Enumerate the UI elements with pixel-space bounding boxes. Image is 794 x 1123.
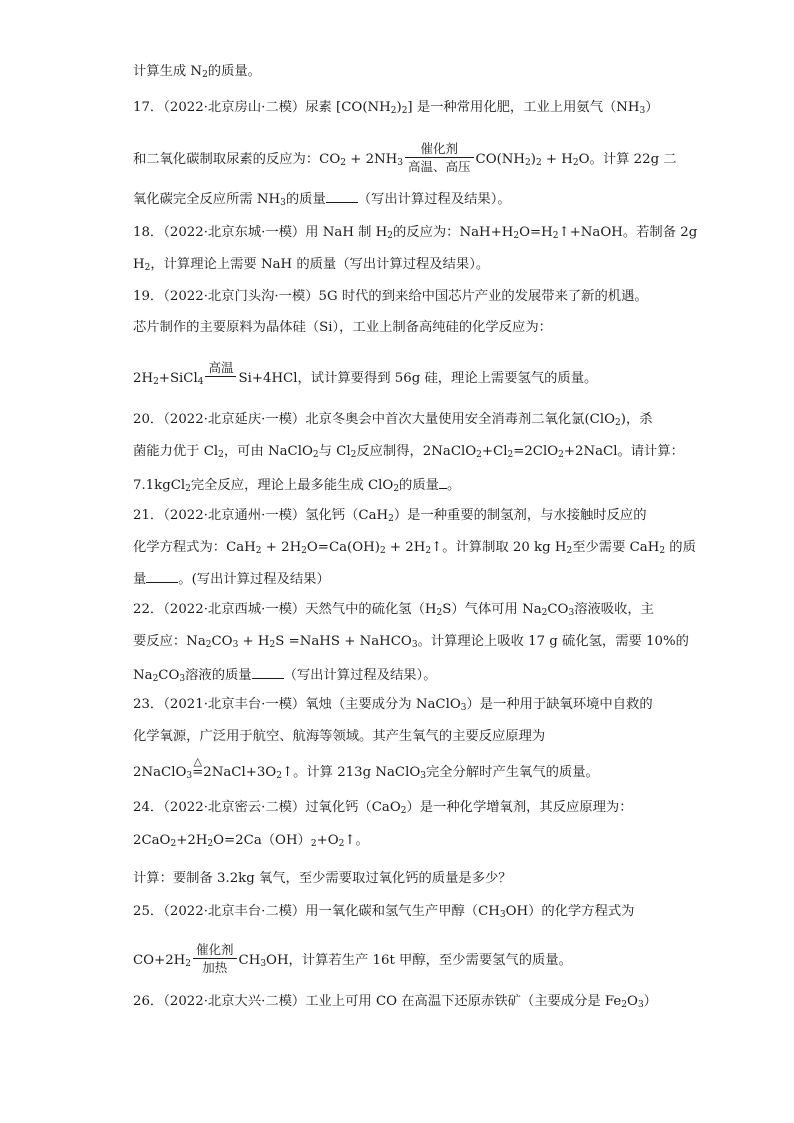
question-21-line-2: 化学方程式为：$CaH_2 + 2H_2O=Ca(OH)_2$ + $2H_2↑$。计算制取 20 kg $H_2$至少需要 CaH$_2$ 的质 [133, 540, 696, 556]
equation-urea: $CO_2 + 2NH_3$ $\frac{\text{催化剂}}{\text{高温、高压}}$ $CO(NH_2)_2 + H_2O$ [319, 141, 590, 174]
question-21-line-1: 21．（2022·北京通州·一模）氢化钙（CaH$_2$）是一种重要的制氢剂，与水接触时反应的 [133, 508, 647, 524]
question-17-line-2: 和二氧化碳制取尿素的反应为：$CO_2 + 2NH_3$ $\frac{\text{催化剂}}{\text{高温、高压}}$ $CO(NH_2)_2 + H_2O$。计算 22g 二 [133, 141, 677, 174]
question-19-line-3: $2H_2+SiCl_4$ 高温 Si+4HCl，试计算要得到 56g 硅，理论上需要氢气的质量。 [133, 362, 663, 395]
question-17-line-1: 17．（2022·北京房山·二模）尿素 $[CO(NH_2)_2]$ 是一种常用化肥，工业上用氨气$(NH_3)$ [133, 100, 659, 116]
question-22-line-2: 要反应：$Na_2CO_3 + H_2S$ =NaHS + NaHCO$_3$。计算理论上吸收 17 g 硫化氢，需要 10%的 [133, 634, 689, 650]
heating-condition: △ = [192, 755, 204, 780]
equation-silicon: $2H_2+SiCl_4$ 高温 Si+4HCl [133, 371, 297, 386]
question-19-line-2: 芯片制作的主要原料为晶体硅（Si），工业上制备高纯硅的化学反应为： [133, 320, 552, 335]
question-23-line-2: 化学氧源，广泛用于航空、航海等领域。其产生氧气的主要反应原理为 [133, 729, 546, 744]
question-19-line-1: 19．（2022·北京门头沟·一模）5G 时代的到来给中国芯片产业的发展带来了新的机遇。 [133, 289, 648, 304]
question-17-line-3: 氧化碳完全反应所需 $NH_3$的质量 （写出计算过程及结果）。 [133, 188, 663, 210]
equation-calcium-peroxide: $2CaO_2+2H_2O=2Ca(OH)_2+O_2↑$ [133, 833, 356, 849]
answer-blank[interactable] [252, 664, 284, 679]
question-25-line-1: 25．（2022·北京丰台·二模）用一氧化碳和氢气生产甲醇$(CH_3OH)$的化学方程式为 [133, 904, 635, 920]
question-26-line-1: 26．（2022·北京大兴·二模）工业上可用 CO 在高温下还原赤铁矿（主要成分是 $Fe_2O_3$） [133, 994, 657, 1010]
question-22-line-3: $Na_2CO_3$溶液的质量 （写出计算过程及结果）。 [133, 664, 663, 686]
question-21-line-3: 量 。(写出计算过程及结果） [133, 568, 663, 590]
reaction-condition: $\frac{\text{催化剂}}{\text{加热}}$ [193, 942, 237, 975]
answer-blank[interactable] [146, 568, 178, 583]
equation-methanol: $CO+2H_2$ $\frac{\text{催化剂}}{\text{加热}}$ $CH_3OH$ [133, 942, 289, 975]
question-24-line-3: 计算：要制备 3.2kg 氧气，至少需要取过氧化钙的质量是多少？ [133, 871, 512, 886]
question-23-line-3: 2NaClO$_3$ △ $=2NaCl+3O_2↑$。计算 213g NaClO$_3$完全分解时产生氧气的质量。 [133, 755, 599, 781]
question-20-line-1: 20．（2022·北京延庆·一模）北京冬奥会中首次大量使用安全消毒剂二氧化氯(ClO$_2$)，杀 [133, 412, 653, 428]
answer-blank[interactable] [439, 474, 447, 489]
equation-oxygen-candle: 2NaClO$_3$ △ $=2NaCl+3O_2↑$ [133, 755, 294, 781]
reaction-condition: 高温 [205, 360, 236, 393]
question-20-line-3: 7.1kgCl$_2$完全反应，理论上最多能生成 ClO$_2$的质量 。 [133, 474, 663, 496]
question-24-line-2: $2CaO_2+2H_2O=2Ca(OH)_2+O_2↑$。 [133, 833, 369, 849]
question-20-line-2: 菌能力优于 $Cl_2$，可由 NaClO$_2$与 $Cl_2$反应制得，$2NaClO_2+Cl_2=2ClO_2+2NaCl$。请计算： [133, 444, 684, 460]
question-18-line-1: 18．（2022·北京东城·一模）用 NaH 制 $H_2$的反应为：$NaH+H_2O=H_2↑+NaOH$。若制备 2g [133, 225, 698, 241]
text-line: 计算生成 $N_2$的质量。 [133, 64, 261, 80]
answer-blank[interactable] [326, 188, 358, 203]
question-24-line-1: 24．（2022·北京密云·二模）过氧化钙（CaO$_2$）是一种化学增氧剂，其反应原理为： [133, 800, 633, 816]
question-25-line-2: $CO+2H_2$ $\frac{\text{催化剂}}{\text{加热}}$ $CH_3OH$，计算若生产 16t 甲醇，至少需要氢气的质量。 [133, 942, 572, 975]
question-22-line-1: 22．（2022·北京西城·一模）天然气中的硫化氢$(H_2S)$气体可用 $Na_2CO_3$溶液吸收，主 [133, 602, 654, 618]
question-18-line-2: $H_2$，计算理论上需要 NaH 的质量（写出计算过程及结果）。 [133, 257, 490, 273]
reaction-condition: $\frac{\text{催化剂}}{\text{高温、高压}}$ [405, 141, 474, 174]
question-23-line-1: 23．（2021·北京丰台·一模）氧烛（主要成分为 NaClO$_3$）是一种用于缺氧环境中自救的 [133, 697, 653, 713]
